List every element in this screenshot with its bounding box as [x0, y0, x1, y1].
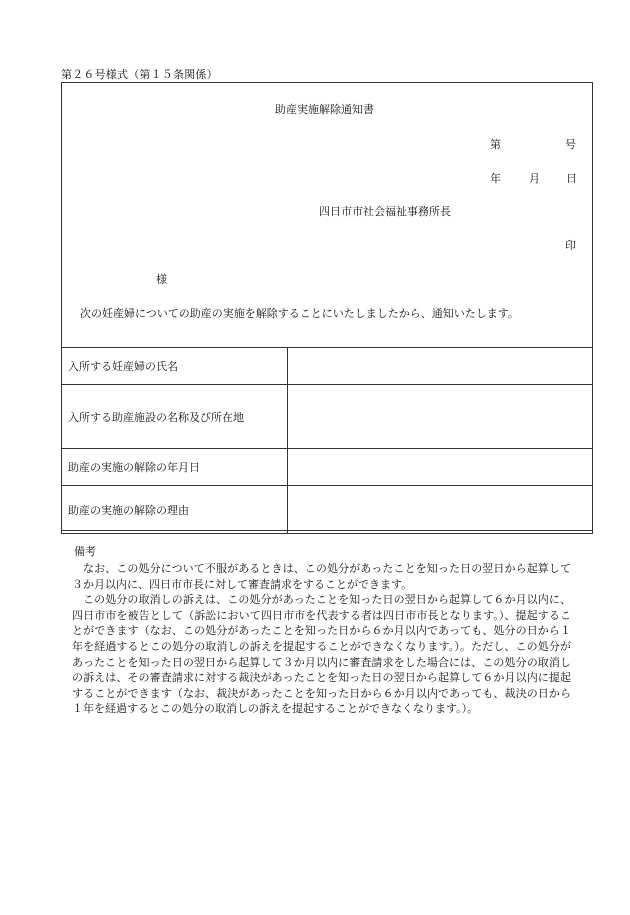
remarks-heading: 備考 [74, 545, 96, 558]
notice-body: 次の妊産婦についての助産の実施を解除することにいたしましたから、通知いたします。 [80, 307, 519, 320]
row-label-cancellation-date: 助産の実施の解除の年月日 [62, 449, 288, 486]
row-value-cancellation-date [288, 449, 593, 486]
table-row [62, 348, 593, 385]
seal-mark: 印 [565, 239, 576, 252]
recipient-honorific: 様 [156, 273, 167, 286]
table-row [62, 385, 593, 449]
date-year-label: 年 [490, 172, 501, 185]
details-table [61, 347, 593, 534]
document-title: 助産実施解除通知書 [275, 103, 374, 116]
table-row [62, 449, 593, 486]
document-number-suffix: 号 [565, 138, 576, 151]
document-number-prefix: 第 [490, 138, 501, 151]
table-row [62, 486, 593, 534]
remarks-paragraph-lawsuit: この処分の取消しの訴えは、この処分があったことを知った日の翌日から起算して６か月以内に、四日市市を被告として（訴訟において四日市市を代表する者は四日市市長となります。）、提起することができます（なお、この処分があったことを知った日から６か月以内であっても、処分の日から１年を経過するとこの処分の取消しの訴えを提起することができなくなります。）。ただし、この処分があったことを知った日の翌日から起算して３か月以内に審査請求をした場合には、この処分の取消しの訴えは、その審査請求に対する裁決があったことを知った日の翌日から起算して６か月以内に提起することができます（なお、裁決があったことを知った日から６か月以内であっても、裁決の日から１年を経過するとこの処分の取消しの訴えを提起することができなくなります。）。 [72, 593, 571, 716]
row-value-cancellation-reason [288, 486, 593, 534]
notice-form [61, 82, 593, 531]
remarks-paragraph-appeal: なお、この処分について不服があるときは、この処分があったことを知った日の翌日から起算して３か月以内に、四日市市長に対して審査請求をすることができます。 [72, 562, 571, 591]
row-value-facility-name-address [288, 385, 593, 449]
date-month-label: 月 [529, 172, 540, 185]
row-label-cancellation-reason: 助産の実施の解除の理由 [62, 486, 288, 534]
date-day-label: 日 [566, 172, 577, 185]
remarks-section [72, 561, 571, 717]
form-number-label: 第２６号様式（第１５条関係） [61, 68, 218, 81]
sender-name: 四日市市社会福祉事務所長 [319, 205, 451, 218]
row-label-facility-name-address: 入所する助産施設の名称及び所在地 [62, 385, 288, 449]
row-label-pregnant-woman-name: 入所する妊産婦の氏名 [62, 348, 288, 385]
row-value-pregnant-woman-name [288, 348, 593, 385]
